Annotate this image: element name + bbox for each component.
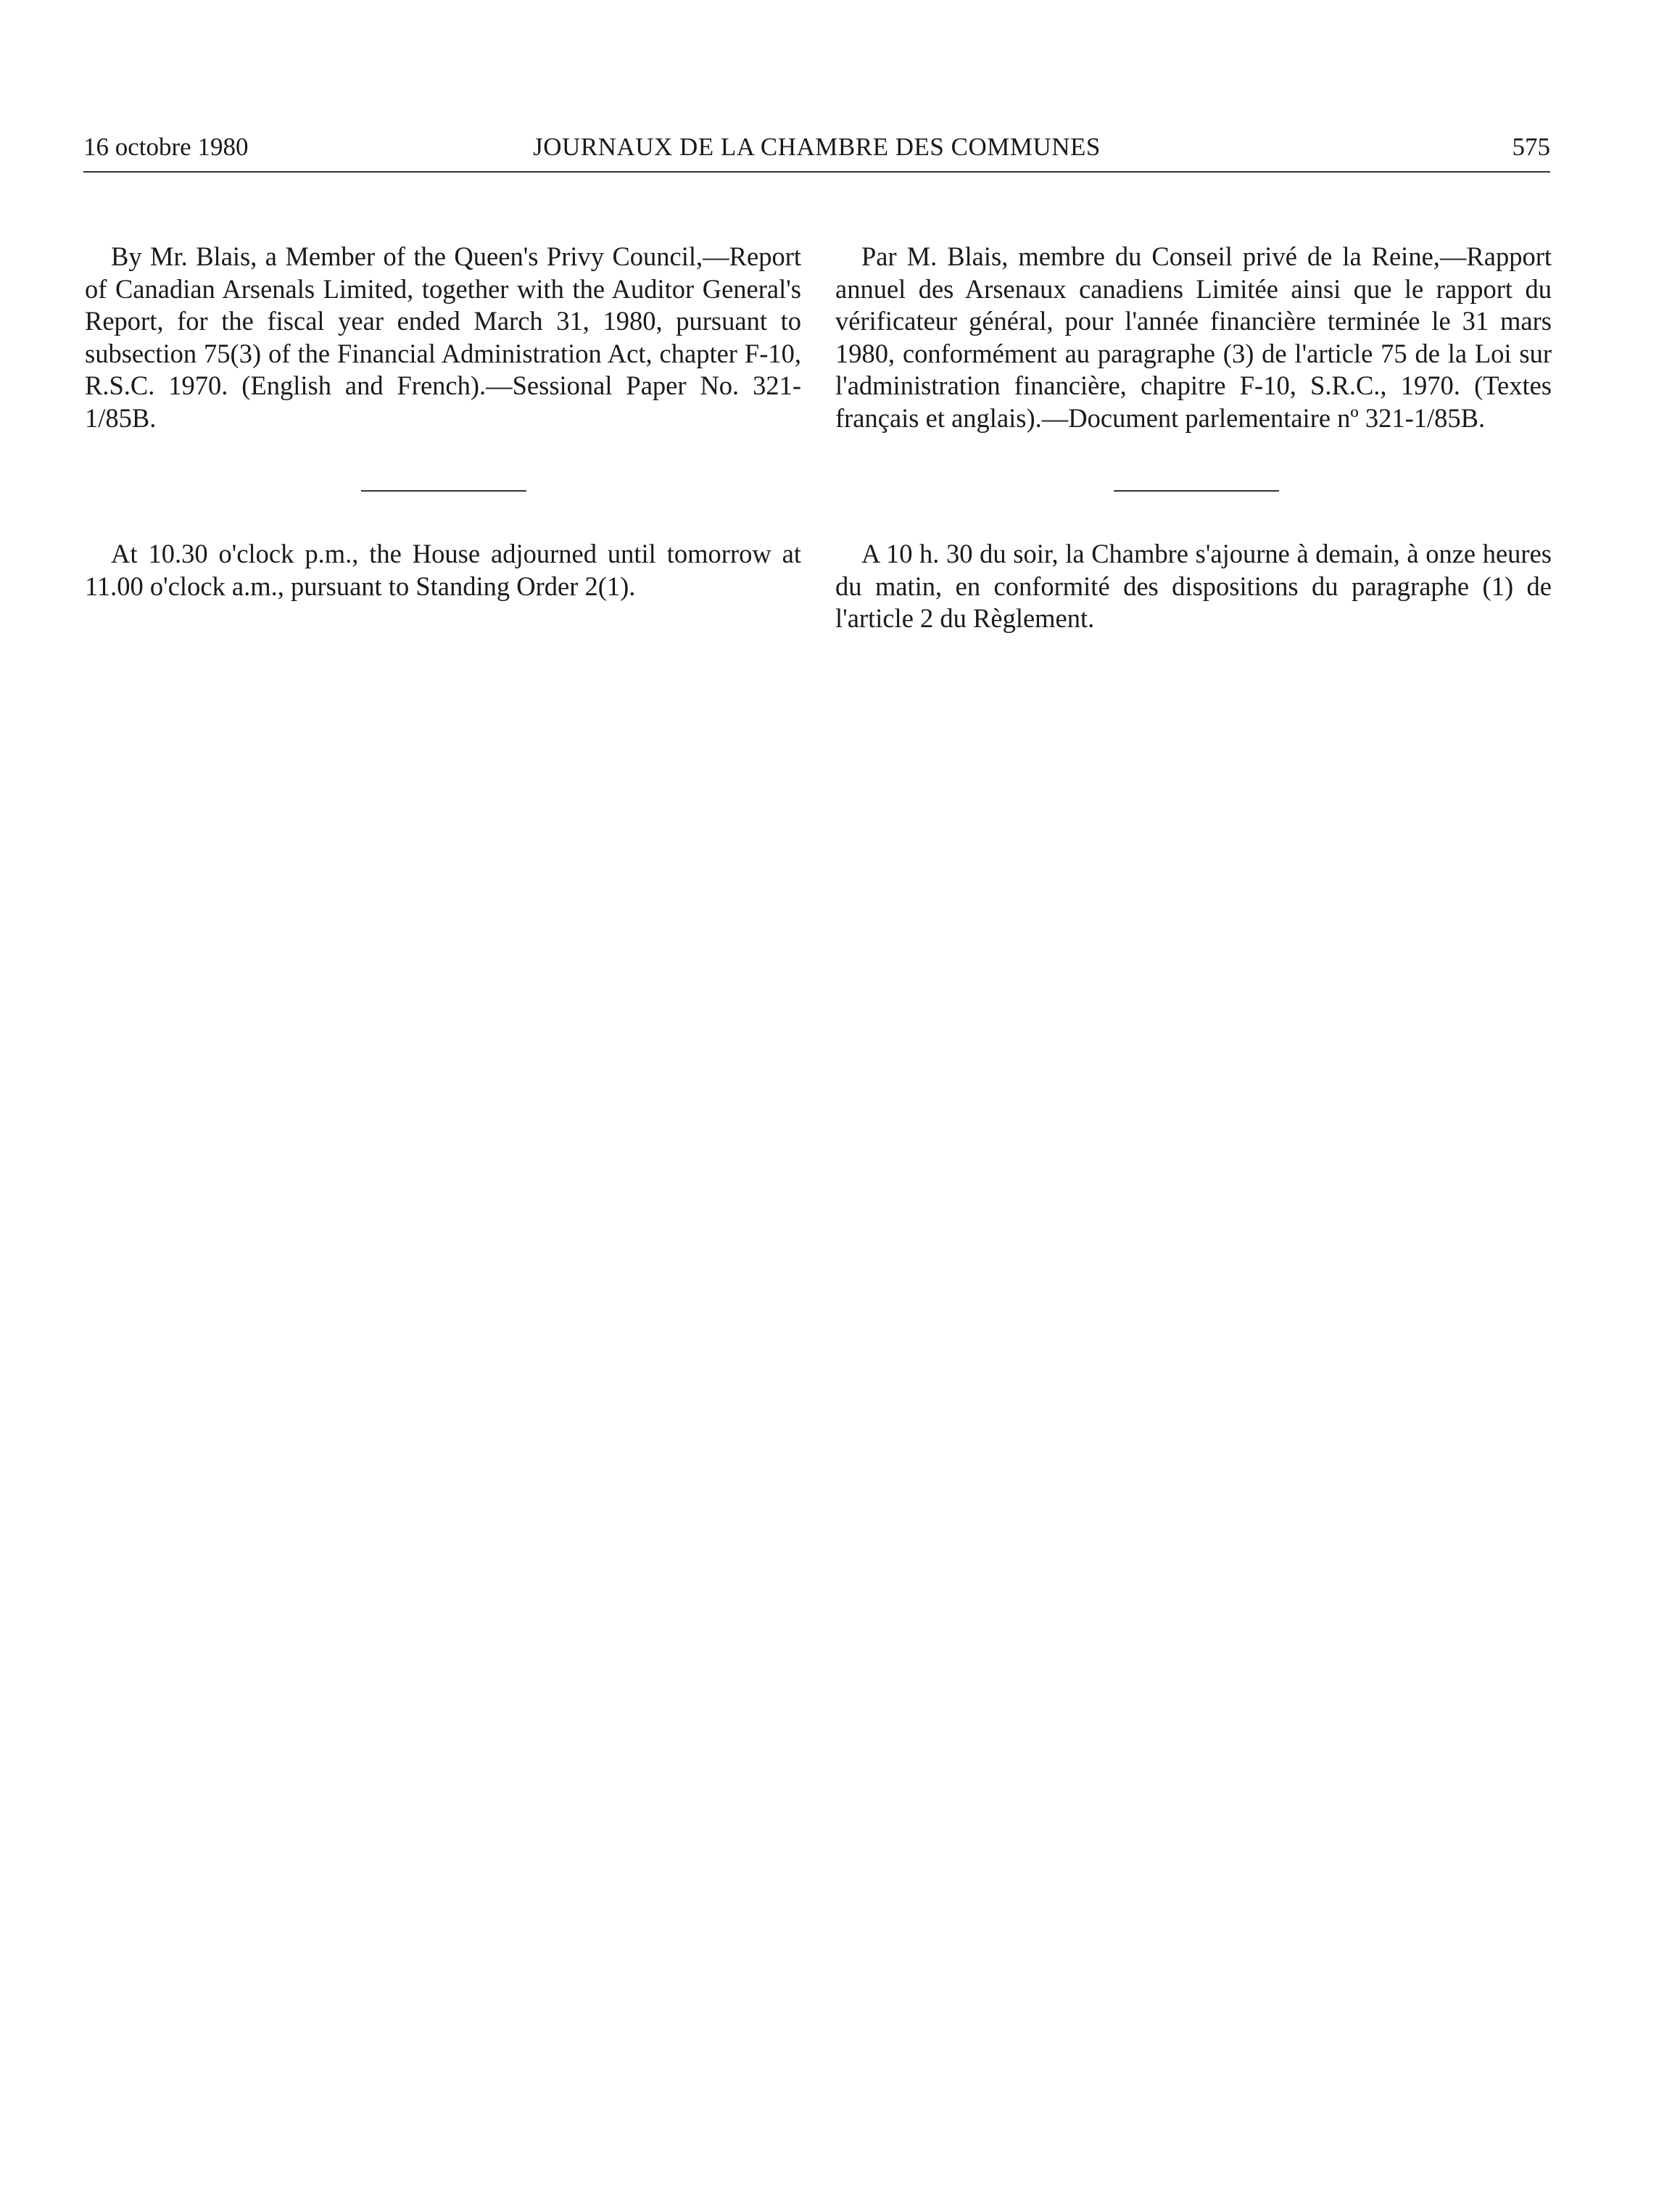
adjournment-entry-en: At 10.30 o'clock p.m., the House adjourned until tomorrow at 11.00 o'clock a.m., pursuant to Standing Order 2(1).	[85, 539, 801, 601]
page-header	[83, 129, 1550, 173]
page-number: 575	[1512, 133, 1550, 161]
header-title: JOURNAUX DE LA CHAMBRE DES COMMUNES	[533, 133, 1101, 161]
right-separator-rule	[1114, 490, 1279, 492]
left-column-paragraph-2	[85, 538, 801, 603]
adjournment-entry-fr: A 10 h. 30 du soir, la Chambre s'ajourne à demain, à onze heures du matin, en conformité des dispositions du paragraphe (1) de l'article 2 du Règlement.	[835, 539, 1552, 633]
left-separator-rule	[361, 490, 526, 492]
right-column-paragraph-2	[835, 538, 1552, 635]
header-date: 16 octobre 1980	[83, 133, 249, 161]
sessional-paper-entry-fr: Par M. Blais, membre du Conseil privé de la Reine,—Rapport annuel des Arsenaux canadiens Limitée ainsi que le rapport du vérificateur général, pour l'année financière terminée le 31 mars 1980, conformément au paragraphe (3) de l'article 75 de la Loi sur l'administration financière, chapitre F-10, S.R.C., 1970. (Textes français et anglais).—Document parlementaire nº 321-1/85B.	[835, 241, 1552, 433]
right-column-paragraph-1	[835, 241, 1552, 434]
header-rule	[83, 171, 1550, 173]
left-column-paragraph-1	[85, 241, 801, 434]
sessional-paper-entry-en: By Mr. Blais, a Member of the Queen's Privy Council,—Report of Canadian Arsenals Limited, together with the Auditor General's Report, for the fiscal year ended March 31, 1980, pursuant to subsection 75(3) of the Financial Administration Act, chapter F-10, R.S.C. 1970. (English and French).—Sessional Paper No. 321-1/85B.	[85, 241, 801, 433]
